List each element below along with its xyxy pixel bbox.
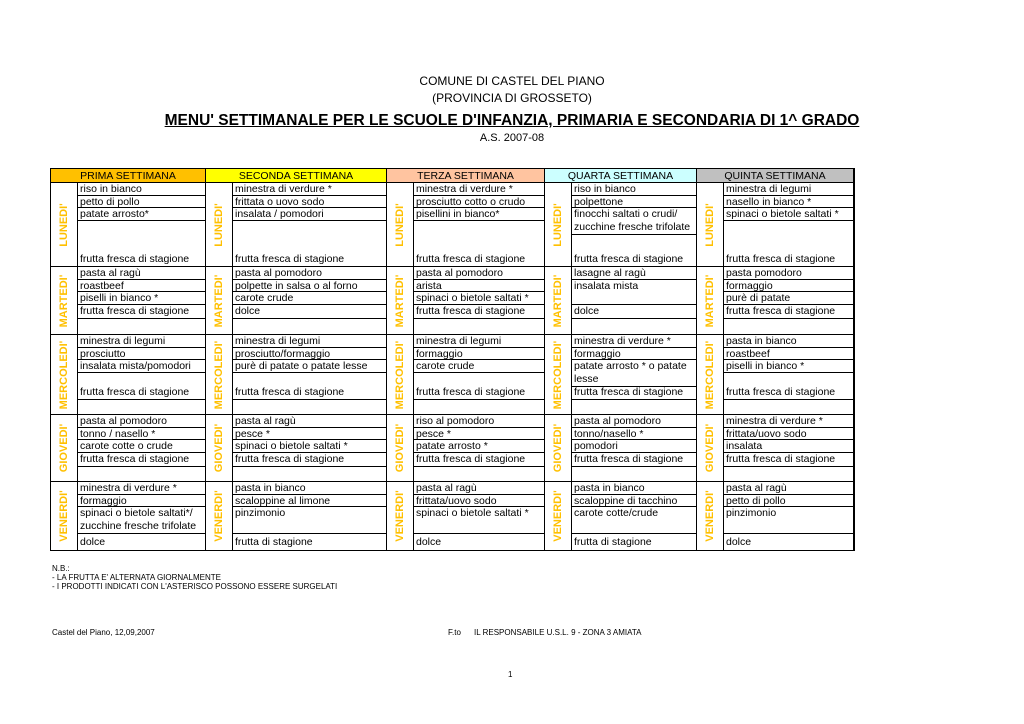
day-label: MERCOLEDI' [552, 340, 564, 409]
day-cell-week1-lunedi [51, 183, 206, 267]
day-label-cell [51, 267, 78, 334]
dish-item: prosciutto cotto o crudo [414, 196, 544, 208]
dish-item: formaggio [78, 495, 205, 507]
week-header-3: TERZA SETTIMANA [387, 169, 545, 183]
dish-list [78, 335, 205, 414]
dish-item: spinaci o bietole saltati * [414, 507, 544, 534]
dish-list [572, 183, 696, 266]
dish-item: purè di patate o patate lesse [233, 360, 386, 373]
dish-item: insalata / pomodori [233, 208, 386, 221]
dish-list [414, 482, 544, 550]
dish-list [78, 415, 205, 481]
day-label: GIOVEDI' [704, 423, 716, 473]
day-label-cell [51, 482, 78, 550]
day-label-cell [545, 183, 572, 266]
dish-item: pesce * [233, 428, 386, 440]
dish-item: pomodori [572, 440, 696, 453]
day-cell-week1-venerdi [51, 482, 206, 550]
dish-item: lasagne al ragù [572, 267, 696, 280]
dish-item: minestra di verdure * [78, 482, 205, 495]
dish-list [572, 335, 696, 414]
day-label: VENERDI' [394, 490, 406, 542]
dish-item: formaggio [572, 348, 696, 360]
page-title: MENU' SETTIMANALE PER LE SCUOLE D'INFANZIA, PRIMARIA E SECONDARIA DI 1^ GRADO [164, 112, 860, 129]
dish-item: frittata/uovo sodo [724, 428, 853, 440]
dish-item: spinaci o bietole saltati*/ zucchine fresche trifolate [78, 507, 205, 534]
page-number: 1 [508, 670, 513, 679]
dish-list [724, 482, 853, 550]
dish-list [233, 267, 386, 334]
dish-item: finocchi saltati o crudi/ zucchine fresche trifolate [572, 208, 696, 235]
day-label: GIOVEDI' [394, 423, 406, 473]
day-label-cell [206, 415, 233, 481]
dish-list [724, 415, 853, 481]
dish-item: scaloppine di tacchino [572, 495, 696, 507]
dish-item: pasta al ragù [414, 482, 544, 495]
dish-item: frutta fresca di stagione [724, 453, 853, 467]
dish-item: prosciutto/formaggio [233, 348, 386, 360]
day-label: MARTEDI' [394, 274, 406, 327]
dish-item: piselli in bianco * [724, 360, 853, 373]
dish-item: roastbeef [724, 348, 853, 360]
dish-item: arista [414, 280, 544, 292]
dish-item: patate arrosto * o patate lesse [572, 360, 696, 387]
dish-item: polpettone [572, 196, 696, 208]
dish-item: pasta al ragù [78, 267, 205, 280]
day-label: GIOVEDI' [213, 423, 225, 473]
dish-item: patate arrosto * [414, 440, 544, 453]
day-label: GIOVEDI' [58, 423, 70, 473]
day-cell-week5-giovedi [697, 415, 854, 482]
day-label-cell [387, 482, 414, 550]
day-label: MARTEDI' [213, 274, 225, 327]
school-year: A.S. 2007-08 [479, 132, 545, 144]
dish-item: pasta al ragù [724, 482, 853, 495]
dish-list [572, 415, 696, 481]
dish-list [724, 267, 853, 334]
day-cell-week2-mercoledi [206, 335, 387, 415]
day-cell-week2-giovedi [206, 415, 387, 482]
day-label-cell [545, 415, 572, 481]
day-label-cell [697, 335, 724, 414]
dish-list [233, 335, 386, 414]
dish-item: frutta fresca di stagione [78, 453, 205, 467]
dish-item: frutta fresca di stagione [572, 386, 696, 400]
day-label-cell [387, 335, 414, 414]
dish-item: dolce [726, 536, 752, 548]
dish-item: pinzimonio [724, 507, 853, 534]
day-label: MERCOLEDI' [58, 340, 70, 409]
dish-item: pasta in bianco [724, 335, 853, 348]
day-label: LUNEDI' [58, 202, 70, 247]
week-header-2: SECONDA SETTIMANA [206, 169, 387, 183]
day-label-cell [697, 482, 724, 550]
day-label: MARTEDI' [704, 274, 716, 327]
dish-item: spinaci o bietole saltati * [724, 208, 853, 221]
dish-item: pinzimonio [233, 507, 386, 534]
day-label-cell [387, 415, 414, 481]
dish-item: minestra di legumi [724, 183, 853, 196]
dish-list [78, 482, 205, 550]
dish-list [233, 482, 386, 550]
dish-item: insalata mista/pomodori [78, 360, 205, 373]
dish-item: frutta di stagione [235, 536, 313, 548]
dish-item: frutta fresca di stagione [574, 253, 684, 265]
comune-heading: COMUNE DI CASTEL DEL PIANO [419, 74, 605, 88]
day-label-cell [545, 482, 572, 550]
dish-item: frutta fresca di stagione [416, 253, 526, 265]
dish-item: patate arrosto* [78, 208, 205, 221]
place-date: Castel del Piano, 12,09,2007 [52, 628, 155, 637]
day-label-cell [545, 267, 572, 334]
day-label: VENERDI' [704, 490, 716, 542]
dish-item: frittata/uovo sodo [414, 495, 544, 507]
day-label-cell [545, 335, 572, 414]
day-label-cell [206, 335, 233, 414]
dish-list [724, 335, 853, 414]
dish-item: minestra di verdure * [572, 335, 696, 348]
day-label: VENERDI' [552, 490, 564, 542]
day-label: MERCOLEDI' [704, 340, 716, 409]
week-header-5: QUINTA SETTIMANA [697, 169, 854, 183]
dish-item: frutta fresca di stagione [572, 453, 696, 467]
day-label: GIOVEDI' [552, 423, 564, 473]
dish-item: frutta fresca di stagione [724, 386, 853, 400]
dish-item: riso in bianco [78, 183, 205, 196]
day-cell-week3-mercoledi [387, 335, 545, 415]
dish-list [78, 267, 205, 334]
day-label: LUNEDI' [704, 202, 716, 247]
day-cell-week2-martedi [206, 267, 387, 335]
dish-item: spinaci o bietole saltati * [414, 292, 544, 305]
day-label-cell [697, 183, 724, 266]
day-cell-week3-venerdi [387, 482, 545, 550]
dish-item: dolce [416, 536, 442, 548]
dish-item: scaloppine al limone [233, 495, 386, 507]
dish-item: nasello in bianco * [724, 196, 853, 208]
dish-item: frutta fresca di stagione [80, 253, 190, 265]
dish-item: frutta fresca di stagione [414, 305, 544, 319]
day-label-cell [697, 267, 724, 334]
dish-item: pasta al ragù [233, 415, 386, 428]
dish-item: minestra di verdure * [414, 183, 544, 196]
dish-item: polpette in salsa o al forno [233, 280, 386, 292]
dish-list [414, 415, 544, 481]
day-cell-week4-lunedi [545, 183, 697, 267]
dish-item: pisellini in bianco* [414, 208, 544, 221]
day-cell-week1-martedi [51, 267, 206, 335]
dish-list [572, 482, 696, 550]
dish-item: minestra di legumi [414, 335, 544, 348]
dish-item: pasta al pomodoro [572, 415, 696, 428]
day-cell-week5-mercoledi [697, 335, 854, 415]
day-label-cell [206, 267, 233, 334]
dish-item: dolce [572, 305, 696, 319]
dish-list [233, 183, 386, 266]
day-label: MARTEDI' [552, 274, 564, 327]
day-label: VENERDI' [58, 490, 70, 542]
dish-item: minestra di legumi [233, 335, 386, 348]
dish-item: formaggio [414, 348, 544, 360]
dish-item: frutta fresca di stagione [724, 305, 853, 319]
day-cell-week5-martedi [697, 267, 854, 335]
notes-line-2: - I PRODOTTI INDICATI CON L'ASTERISCO POSSONO ESSERE SURGELATI [52, 582, 338, 591]
dish-item: dolce [233, 305, 386, 319]
day-label-cell [697, 415, 724, 481]
dish-item: dolce [80, 536, 106, 548]
dish-item: purè di patate [724, 292, 853, 305]
dish-item: frutta fresca di stagione [414, 386, 544, 400]
dish-item: frutta fresca di stagione [78, 386, 205, 400]
dish-item: carote crude [233, 292, 386, 305]
dish-item: frutta fresca di stagione [233, 386, 386, 400]
menu-table [50, 168, 855, 551]
dish-item: frutta fresca di stagione [414, 453, 544, 467]
day-label-cell [51, 183, 78, 266]
dish-list [724, 183, 853, 266]
dish-item: minestra di legumi [78, 335, 205, 348]
dish-list [414, 183, 544, 266]
dish-item: pasta in bianco [233, 482, 386, 495]
provincia-heading: (PROVINCIA DI GROSSETO) [432, 91, 592, 105]
dish-item: prosciutto [78, 348, 205, 360]
dish-item: minestra di verdure * [724, 415, 853, 428]
day-label: LUNEDI' [552, 202, 564, 247]
day-label-cell [51, 415, 78, 481]
dish-item: frutta fresca di stagione [726, 253, 836, 265]
day-label: MERCOLEDI' [213, 340, 225, 409]
dish-item: roastbeef [78, 280, 205, 292]
day-label-cell [51, 335, 78, 414]
day-cell-week3-giovedi [387, 415, 545, 482]
day-cell-week4-venerdi [545, 482, 697, 550]
dish-list [233, 415, 386, 481]
day-cell-week2-lunedi [206, 183, 387, 267]
dish-list [572, 267, 696, 334]
day-cell-week4-martedi [545, 267, 697, 335]
day-cell-week4-giovedi [545, 415, 697, 482]
dish-item: frittata o uovo sodo [233, 196, 386, 208]
dish-item: pesce * [414, 428, 544, 440]
day-cell-week1-giovedi [51, 415, 206, 482]
day-label-cell [206, 482, 233, 550]
dish-item: carote cotte/crude [572, 507, 696, 534]
dish-item: pasta pomodoro [724, 267, 853, 280]
day-label-cell [387, 267, 414, 334]
signature-fto: F.to [448, 628, 461, 637]
dish-item: minestra di verdure * [233, 183, 386, 196]
day-label: LUNEDI' [213, 202, 225, 247]
dish-item: frutta fresca di stagione [233, 453, 386, 467]
day-label: VENERDI' [213, 490, 225, 542]
day-cell-week5-lunedi [697, 183, 854, 267]
day-cell-week3-lunedi [387, 183, 545, 267]
responsible-signature: IL RESPONSABILE U.S.L. 9 - ZONA 3 AMIATA [474, 628, 642, 637]
day-cell-week3-martedi [387, 267, 545, 335]
dish-item: petto di pollo [78, 196, 205, 208]
dish-item: insalata [724, 440, 853, 453]
dish-item: piselli in bianco * [78, 292, 205, 305]
dish-item: pasta in bianco [572, 482, 696, 495]
dish-item: spinaci o bietole saltati * [233, 440, 386, 453]
day-label: MARTEDI' [58, 274, 70, 327]
day-cell-week5-venerdi [697, 482, 854, 550]
dish-item: frutta fresca di stagione [235, 253, 345, 265]
dish-item: formaggio [724, 280, 853, 292]
dish-item: carote cotte o crude [78, 440, 205, 453]
dish-list [78, 183, 205, 266]
notes-nb: N.B.: [52, 564, 70, 573]
dish-item: petto di pollo [724, 495, 853, 507]
dish-item: pasta al pomodoro [414, 267, 544, 280]
dish-item: pasta al pomodoro [233, 267, 386, 280]
dish-item: carote crude [414, 360, 544, 373]
day-cell-week1-mercoledi [51, 335, 206, 415]
week-header-1: PRIMA SETTIMANA [51, 169, 206, 183]
dish-list [414, 335, 544, 414]
notes-line-1: - LA FRUTTA E' ALTERNATA GIORNALMENTE [52, 573, 221, 582]
day-label: MERCOLEDI' [394, 340, 406, 409]
dish-item: frutta di stagione [574, 536, 652, 548]
dish-item: frutta fresca di stagione [78, 305, 205, 319]
dish-item: pasta al pomodoro [78, 415, 205, 428]
dish-item: riso in bianco [572, 183, 696, 196]
day-label: LUNEDI' [394, 202, 406, 247]
dish-item: riso al pomodoro [414, 415, 544, 428]
day-cell-week4-mercoledi [545, 335, 697, 415]
day-label-cell [206, 183, 233, 266]
day-cell-week2-venerdi [206, 482, 387, 550]
dish-item: tonno / nasello * [78, 428, 205, 440]
week-header-4: QUARTA SETTIMANA [545, 169, 697, 183]
dish-item: insalata mista [572, 280, 696, 305]
day-label-cell [387, 183, 414, 266]
dish-item: tonno/nasello * [572, 428, 696, 440]
dish-list [414, 267, 544, 334]
